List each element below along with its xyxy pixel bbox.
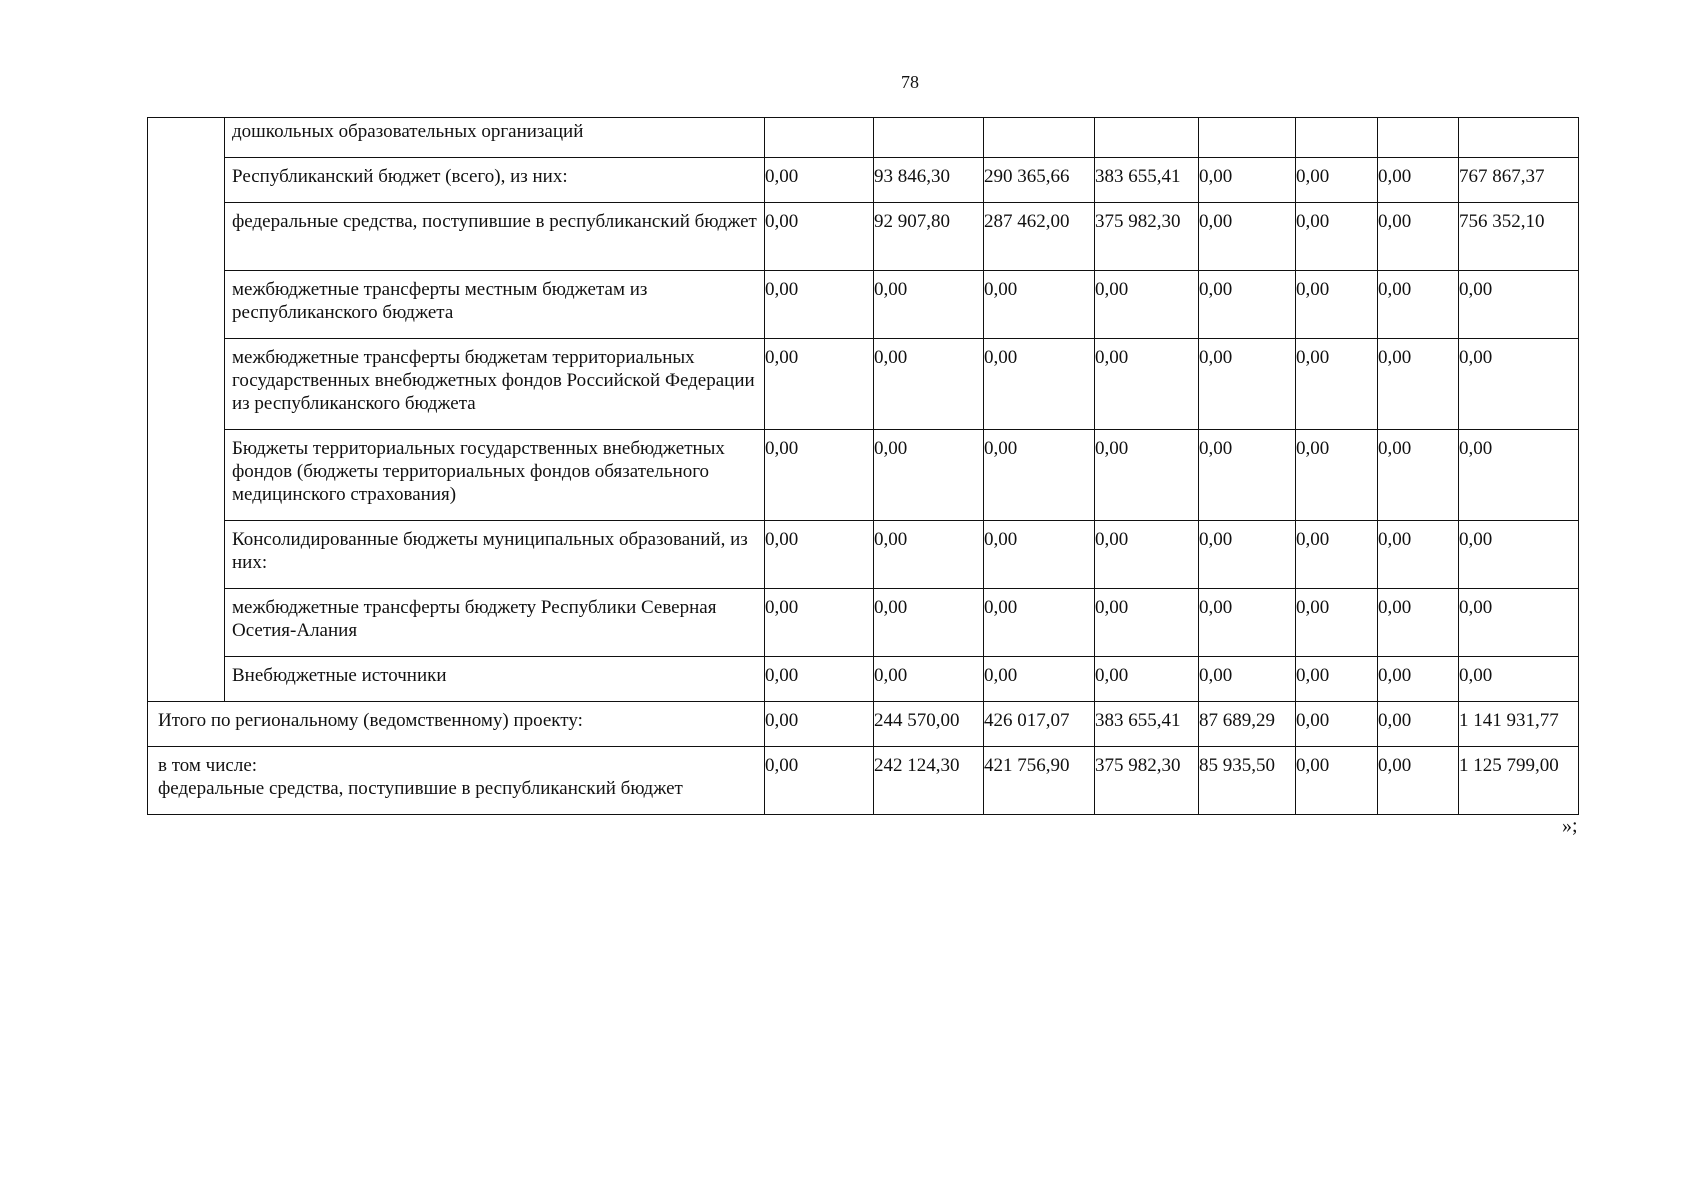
table-row [148,657,1579,702]
federal-total-label-line1: в том числе: [158,755,258,776]
value-cell: 0,00 [1199,271,1296,339]
row-label: межбюджетные трансферты бюджету Республики Северная Осетия-Алания [225,589,765,657]
value-cell: 0,00 [1378,271,1459,339]
value-cell [1095,118,1199,158]
value-cell: 0,00 [1459,271,1579,339]
value-cell: 0,00 [1296,430,1378,521]
value-cell: 287 462,00 [984,203,1095,271]
value-cell: 0,00 [1378,589,1459,657]
federal-total-value-cell: 375 982,30 [1095,747,1199,815]
row-label: дошкольных образовательных организаций [225,118,765,158]
total-value-cell: 1 141 931,77 [1459,702,1579,747]
value-cell: 93 846,30 [874,158,984,203]
value-cell: 756 352,10 [1459,203,1579,271]
value-cell: 0,00 [1459,657,1579,702]
value-cell: 0,00 [1095,657,1199,702]
value-cell: 0,00 [1459,589,1579,657]
row-label: межбюджетные трансферты местным бюджетам из республиканского бюджета [225,271,765,339]
value-cell [874,118,984,158]
value-cell: 0,00 [765,203,874,271]
value-cell: 0,00 [1199,589,1296,657]
table-row [148,589,1579,657]
budget-table [147,117,1579,815]
value-cell: 0,00 [1378,657,1459,702]
row-label: федеральные средства, поступившие в республиканский бюджет [225,203,765,271]
value-cell: 0,00 [1199,339,1296,430]
value-cell: 0,00 [1296,657,1378,702]
value-cell: 290 365,66 [984,158,1095,203]
table-row [148,203,1579,271]
value-cell [984,118,1095,158]
value-cell: 0,00 [1296,589,1378,657]
value-cell: 0,00 [874,430,984,521]
total-value-cell: 426 017,07 [984,702,1095,747]
total-label: Итого по региональному (ведомственному) проекту: [148,702,765,747]
value-cell [1378,118,1459,158]
value-cell: 375 982,30 [1095,203,1199,271]
value-cell: 0,00 [765,339,874,430]
federal-total-value-cell: 0,00 [1296,747,1378,815]
federal-total-label [148,747,765,815]
total-value-cell: 0,00 [1296,702,1378,747]
empty-index-cell [148,118,225,702]
federal-total-value-cell: 1 125 799,00 [1459,747,1579,815]
total-value-cell: 0,00 [765,702,874,747]
value-cell: 0,00 [1199,203,1296,271]
value-cell: 0,00 [1459,430,1579,521]
row-label: межбюджетные трансферты бюджетам территориальных государственных внебюджетных фондов Российской Федерации из республиканского бюджета [225,339,765,430]
table-row [148,118,1579,158]
total-value-cell: 383 655,41 [1095,702,1199,747]
value-cell: 0,00 [874,339,984,430]
value-cell: 0,00 [1296,339,1378,430]
table-row [148,339,1579,430]
value-cell: 0,00 [1459,339,1579,430]
value-cell: 0,00 [1199,521,1296,589]
value-cell: 0,00 [1378,521,1459,589]
row-label: Республиканский бюджет (всего), из них: [225,158,765,203]
value-cell: 0,00 [1095,339,1199,430]
total-value-cell: 244 570,00 [874,702,984,747]
value-cell: 0,00 [874,589,984,657]
table-row [148,158,1579,203]
value-cell: 0,00 [984,339,1095,430]
value-cell: 0,00 [765,430,874,521]
table-row [148,271,1579,339]
value-cell [1459,118,1579,158]
value-cell: 0,00 [1378,203,1459,271]
value-cell: 0,00 [765,657,874,702]
value-cell: 0,00 [1378,430,1459,521]
value-cell: 0,00 [1095,521,1199,589]
federal-total-row [148,747,1579,815]
value-cell: 0,00 [765,589,874,657]
federal-total-value-cell: 0,00 [1378,747,1459,815]
value-cell: 0,00 [984,521,1095,589]
value-cell: 0,00 [874,521,984,589]
closing-quote-mark: »; [1562,815,1578,837]
value-cell: 0,00 [1459,521,1579,589]
value-cell: 0,00 [1095,271,1199,339]
table-row [148,521,1579,589]
total-value-cell: 0,00 [1378,702,1459,747]
value-cell: 0,00 [1296,158,1378,203]
federal-total-value-cell: 242 124,30 [874,747,984,815]
value-cell: 0,00 [874,271,984,339]
value-cell: 0,00 [1296,521,1378,589]
value-cell: 0,00 [874,657,984,702]
value-cell: 0,00 [765,271,874,339]
total-value-cell: 87 689,29 [1199,702,1296,747]
value-cell [765,118,874,158]
value-cell: 0,00 [1199,657,1296,702]
table-row [148,430,1579,521]
value-cell: 0,00 [765,158,874,203]
federal-total-value-cell: 85 935,50 [1199,747,1296,815]
value-cell: 0,00 [1199,430,1296,521]
value-cell [1199,118,1296,158]
value-cell: 0,00 [1095,589,1199,657]
total-row [148,702,1579,747]
value-cell: 0,00 [1296,271,1378,339]
value-cell: 0,00 [984,430,1095,521]
row-label: Бюджеты территориальных государственных внебюджетных фондов (бюджеты территориальных фондов обязательного медицинского страхования) [225,430,765,521]
value-cell: 92 907,80 [874,203,984,271]
value-cell: 0,00 [1378,158,1459,203]
value-cell: 0,00 [1378,339,1459,430]
federal-total-label-line2: федеральные средства, поступившие в республиканский бюджет [158,778,683,799]
value-cell: 0,00 [1296,203,1378,271]
federal-total-value-cell: 0,00 [765,747,874,815]
value-cell: 0,00 [1095,430,1199,521]
value-cell: 383 655,41 [1095,158,1199,203]
value-cell: 0,00 [984,657,1095,702]
value-cell: 0,00 [765,521,874,589]
federal-total-value-cell: 421 756,90 [984,747,1095,815]
value-cell [1296,118,1378,158]
value-cell: 0,00 [984,271,1095,339]
row-label: Внебюджетные источники [225,657,765,702]
value-cell: 767 867,37 [1459,158,1579,203]
value-cell: 0,00 [1199,158,1296,203]
value-cell: 0,00 [984,589,1095,657]
row-label: Консолидированные бюджеты муниципальных образований, из них: [225,521,765,589]
page-number: 78 [901,72,919,92]
